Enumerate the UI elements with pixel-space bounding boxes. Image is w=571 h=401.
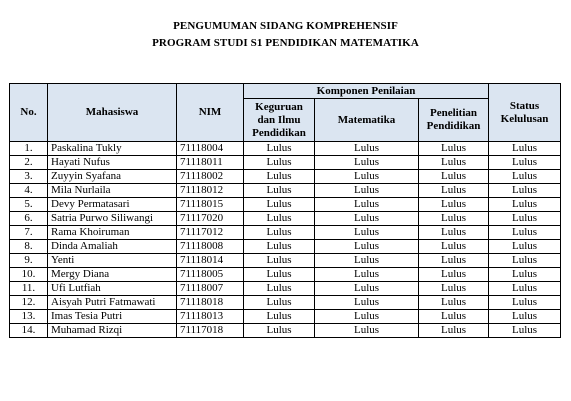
table-header (10, 84, 561, 142)
cell-status: Lulus (489, 142, 561, 156)
cell-nim: 71117020 (177, 212, 244, 226)
cell-nim: 71118011 (177, 156, 244, 170)
table-row (10, 268, 561, 282)
cell-no: 11. (10, 282, 48, 296)
cell-matematika: Lulus (315, 184, 419, 198)
cell-nim: 71118004 (177, 142, 244, 156)
cell-nim: 71118015 (177, 198, 244, 212)
header-penelitian: Penelitian Pendidikan (419, 99, 489, 142)
cell-matematika: Lulus (315, 240, 419, 254)
cell-no: 2. (10, 156, 48, 170)
cell-penelitian: Lulus (419, 170, 489, 184)
cell-matematika: Lulus (315, 310, 419, 324)
cell-penelitian: Lulus (419, 226, 489, 240)
cell-student-name: Hayati Nufus (48, 156, 177, 170)
cell-student-name: Zuyyin Syafana (48, 170, 177, 184)
cell-student-name: Aisyah Putri Fatmawati (48, 296, 177, 310)
table-row (10, 254, 561, 268)
cell-status: Lulus (489, 296, 561, 310)
table-row (10, 226, 561, 240)
cell-penelitian: Lulus (419, 282, 489, 296)
table-row (10, 184, 561, 198)
cell-no: 12. (10, 296, 48, 310)
header-matematika: Matematika (315, 99, 419, 142)
cell-no: 14. (10, 324, 48, 338)
cell-penelitian: Lulus (419, 212, 489, 226)
cell-nim: 71118013 (177, 310, 244, 324)
cell-penelitian: Lulus (419, 254, 489, 268)
cell-keguruan: Lulus (244, 226, 315, 240)
cell-status: Lulus (489, 212, 561, 226)
document-subtitle: PROGRAM STUDI S1 PENDIDIKAN MATEMATIKA (152, 37, 419, 49)
cell-penelitian: Lulus (419, 310, 489, 324)
cell-penelitian: Lulus (419, 156, 489, 170)
cell-matematika: Lulus (315, 254, 419, 268)
cell-no: 13. (10, 310, 48, 324)
table-row (10, 170, 561, 184)
cell-nim: 71118002 (177, 170, 244, 184)
cell-status: Lulus (489, 282, 561, 296)
cell-no: 4. (10, 184, 48, 198)
cell-status: Lulus (489, 324, 561, 338)
cell-nim: 71117018 (177, 324, 244, 338)
cell-student-name: Paskalina Tukly (48, 142, 177, 156)
header-keguruan: Keguruan dan Ilmu Pendidikan (244, 99, 315, 142)
cell-keguruan: Lulus (244, 254, 315, 268)
cell-student-name: Muhamad Rizqi (48, 324, 177, 338)
cell-no: 9. (10, 254, 48, 268)
cell-keguruan: Lulus (244, 282, 315, 296)
cell-matematika: Lulus (315, 212, 419, 226)
cell-penelitian: Lulus (419, 268, 489, 282)
cell-status: Lulus (489, 156, 561, 170)
cell-matematika: Lulus (315, 226, 419, 240)
header-mahasiswa: Mahasiswa (48, 84, 177, 142)
cell-keguruan: Lulus (244, 170, 315, 184)
cell-no: 6. (10, 212, 48, 226)
cell-matematika: Lulus (315, 156, 419, 170)
cell-status: Lulus (489, 254, 561, 268)
cell-no: 8. (10, 240, 48, 254)
table-row (10, 156, 561, 170)
cell-keguruan: Lulus (244, 212, 315, 226)
cell-status: Lulus (489, 184, 561, 198)
cell-student-name: Dinda Amaliah (48, 240, 177, 254)
cell-nim: 71118014 (177, 254, 244, 268)
cell-nim: 71118005 (177, 268, 244, 282)
cell-student-name: Devy Permatasari (48, 198, 177, 212)
cell-matematika: Lulus (315, 296, 419, 310)
table-row (10, 240, 561, 254)
document-title: PENGUMUMAN SIDANG KOMPREHENSIF (173, 20, 398, 32)
cell-student-name: Imas Tesia Putri (48, 310, 177, 324)
table-row (10, 282, 561, 296)
cell-matematika: Lulus (315, 170, 419, 184)
cell-matematika: Lulus (315, 268, 419, 282)
results-table (9, 83, 561, 338)
table-row (10, 198, 561, 212)
cell-nim: 71118018 (177, 296, 244, 310)
cell-matematika: Lulus (315, 324, 419, 338)
cell-matematika: Lulus (315, 198, 419, 212)
cell-student-name: Mergy Diana (48, 268, 177, 282)
cell-keguruan: Lulus (244, 296, 315, 310)
cell-no: 7. (10, 226, 48, 240)
cell-student-name: Ufi Lutfiah (48, 282, 177, 296)
cell-penelitian: Lulus (419, 296, 489, 310)
cell-no: 3. (10, 170, 48, 184)
cell-penelitian: Lulus (419, 240, 489, 254)
header-status-kelulusan: Status Kelulusan (489, 84, 561, 142)
cell-keguruan: Lulus (244, 184, 315, 198)
cell-student-name: Rama Khoiruman (48, 226, 177, 240)
cell-status: Lulus (489, 198, 561, 212)
cell-no: 10. (10, 268, 48, 282)
cell-keguruan: Lulus (244, 268, 315, 282)
cell-no: 5. (10, 198, 48, 212)
cell-no: 1. (10, 142, 48, 156)
table-row (10, 310, 561, 324)
cell-keguruan: Lulus (244, 156, 315, 170)
cell-status: Lulus (489, 226, 561, 240)
header-no: No. (10, 84, 48, 142)
cell-keguruan: Lulus (244, 198, 315, 212)
table-row (10, 324, 561, 338)
cell-nim: 71118008 (177, 240, 244, 254)
cell-status: Lulus (489, 310, 561, 324)
cell-keguruan: Lulus (244, 310, 315, 324)
cell-student-name: Satria Purwo Siliwangi (48, 212, 177, 226)
cell-keguruan: Lulus (244, 142, 315, 156)
cell-keguruan: Lulus (244, 324, 315, 338)
cell-student-name: Yenti (48, 254, 177, 268)
cell-penelitian: Lulus (419, 184, 489, 198)
cell-nim: 71118007 (177, 282, 244, 296)
table-row (10, 212, 561, 226)
cell-status: Lulus (489, 268, 561, 282)
table-body (10, 142, 561, 338)
cell-matematika: Lulus (315, 282, 419, 296)
cell-keguruan: Lulus (244, 240, 315, 254)
header-komponen-penilaian: Komponen Penilaian (244, 84, 489, 99)
cell-status: Lulus (489, 170, 561, 184)
cell-status: Lulus (489, 240, 561, 254)
cell-penelitian: Lulus (419, 198, 489, 212)
cell-penelitian: Lulus (419, 142, 489, 156)
table-row (10, 142, 561, 156)
cell-nim: 71118012 (177, 184, 244, 198)
table-row (10, 296, 561, 310)
header-nim: NIM (177, 84, 244, 142)
cell-matematika: Lulus (315, 142, 419, 156)
cell-nim: 71117012 (177, 226, 244, 240)
cell-student-name: Mila Nurlaila (48, 184, 177, 198)
cell-penelitian: Lulus (419, 324, 489, 338)
